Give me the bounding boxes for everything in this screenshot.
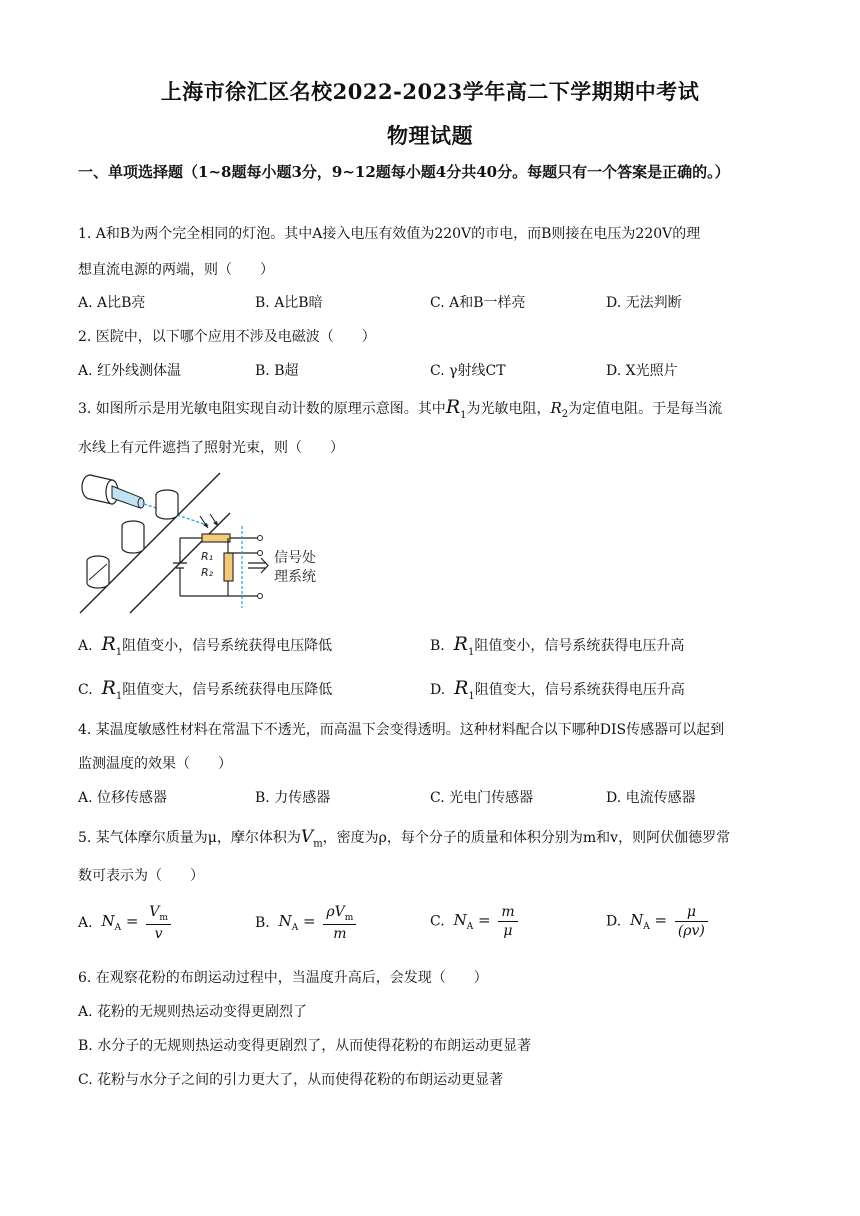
- component-cylinder-icon: [87, 556, 109, 588]
- signal-label-line2: 理系统: [274, 569, 316, 585]
- q1-stem-line1: 1. A和B为两个完全相同的灯泡。其中A接入电压有效值为220V的市电，而B则接在电压为220V的理: [78, 226, 701, 242]
- q5-option-a: A. $N_A$ = $\frac{V_m}{v}$: [78, 904, 171, 942]
- r2-resistor: [224, 553, 233, 581]
- vm-symbol: $V_m$: [300, 827, 323, 850]
- q5-option-d: D. $N_A$ = $\frac{\mu}{(\rho v)}$: [606, 904, 708, 939]
- q6-stem: 6. 在观察花粉的布朗运动过程中，当温度升高后，会发现（ ）: [78, 970, 488, 986]
- component-cylinder-icon: [156, 490, 178, 519]
- q3-stem-pre: 3. 如图所示是用光敏电阻实现自动计数的原理示意图。其中: [78, 401, 446, 417]
- r1-resistor: [202, 534, 230, 542]
- q5-option-c: C. $N_A$ = $\frac{m}{\mu}$: [430, 904, 518, 939]
- photo-counter-diagram: [70, 468, 340, 618]
- q1-option-b: B. A比B暗: [255, 295, 323, 311]
- q1-option-a: A. A比B亮: [78, 295, 146, 311]
- q2-stem: 2. 医院中，以下哪个应用不涉及电磁波（ ）: [78, 329, 376, 345]
- q2-option-d: D. X光照片: [606, 363, 678, 379]
- q1-stem-line2: 想直流电源的两端，则（ ）: [78, 262, 274, 278]
- q3-option-c: C. $R_1$阻值变大，信号系统获得电压降低: [78, 677, 333, 702]
- q5-stem-line1: 5. 某气体摩尔质量为μ，摩尔体积为$V_m$，密度为ρ，每个分子的质量和体积分别为m和v，则阿伏伽德罗常: [78, 827, 731, 850]
- q2-option-b: B. B超: [255, 363, 299, 379]
- q4-option-a: A. 位移传感器: [78, 790, 168, 806]
- r1-symbol: $R_1$: [101, 633, 123, 658]
- q1-option-c: C. A和B一样亮: [430, 295, 526, 311]
- circuit: [173, 514, 263, 608]
- component-cylinder-icon: [122, 521, 144, 553]
- r1-label: R₁: [201, 550, 214, 563]
- q6-option-a: A. 花粉的无规则热运动变得更剧烈了: [78, 1004, 308, 1020]
- r1-symbol: $R_1$: [445, 396, 467, 421]
- right-arrow-icon: [248, 558, 268, 573]
- q3-stem-line2: 水线上有元件遮挡了照射光束，则（ ）: [78, 440, 344, 456]
- q6-option-b: B. 水分子的无规则热运动变得更剧烈了，从而使得花粉的布朗运动更显著: [78, 1038, 532, 1054]
- r2-symbol: $R_2$: [550, 399, 569, 420]
- light-source-icon: [82, 475, 144, 508]
- r2-label: R₂: [201, 566, 214, 579]
- r1-symbol: $R_1$: [453, 633, 475, 658]
- exam-subtitle: 物理试题: [387, 123, 473, 148]
- q3-stem-post: 为定值电阻。于是每当流: [568, 401, 723, 417]
- q4-option-c: C. 光电门传感器: [430, 790, 534, 806]
- q3-option-d: D. $R_1$阻值变大，信号系统获得电压升高: [430, 677, 685, 702]
- q3-option-a: A. $R_1$阻值变小，信号系统获得电压降低: [78, 633, 333, 658]
- q2-option-c: C. γ射线CT: [430, 363, 506, 379]
- q3-stem-line1: [78, 396, 722, 421]
- q4-option-b: B. 力传感器: [255, 790, 331, 806]
- q6-option-c: C. 花粉与水分子之间的引力更大了，从而使得花粉的布朗运动更显著: [78, 1072, 504, 1088]
- signal-label-line1: 信号处: [274, 550, 316, 566]
- q4-stem-line2: 监测温度的效果（ ）: [78, 756, 232, 772]
- section-heading: 一、单项选择题（1~8题每小题3分，9~12题每小题4分共40分。每题只有一个答案是正确的。）: [78, 163, 730, 181]
- r1-symbol: $R_1$: [454, 677, 475, 702]
- q4-option-d: D. 电流传感器: [606, 790, 696, 806]
- q2-option-a: A. 红外线测体温: [78, 363, 182, 379]
- q5-stem-line2: 数可表示为（ ）: [78, 868, 204, 884]
- q5-option-b: B. $N_A$ = $\frac{\rho V_m}{m}$: [255, 904, 356, 942]
- exam-title: 上海市徐汇区名校2022-2023学年高二下学期期中考试: [160, 79, 700, 104]
- q3-option-b: B. $R_1$阻值变小，信号系统获得电压升高: [430, 633, 685, 658]
- q4-stem-line1: 4. 某温度敏感性材料在常温下不透光，而高温下会变得透明。这种材料配合以下哪种DIS传感器可以起到: [78, 722, 725, 738]
- r1-symbol: $R_1$: [101, 677, 123, 702]
- q3-stem-mid: 为光敏电阻，: [466, 401, 551, 417]
- q1-option-d: D. 无法判断: [606, 295, 682, 311]
